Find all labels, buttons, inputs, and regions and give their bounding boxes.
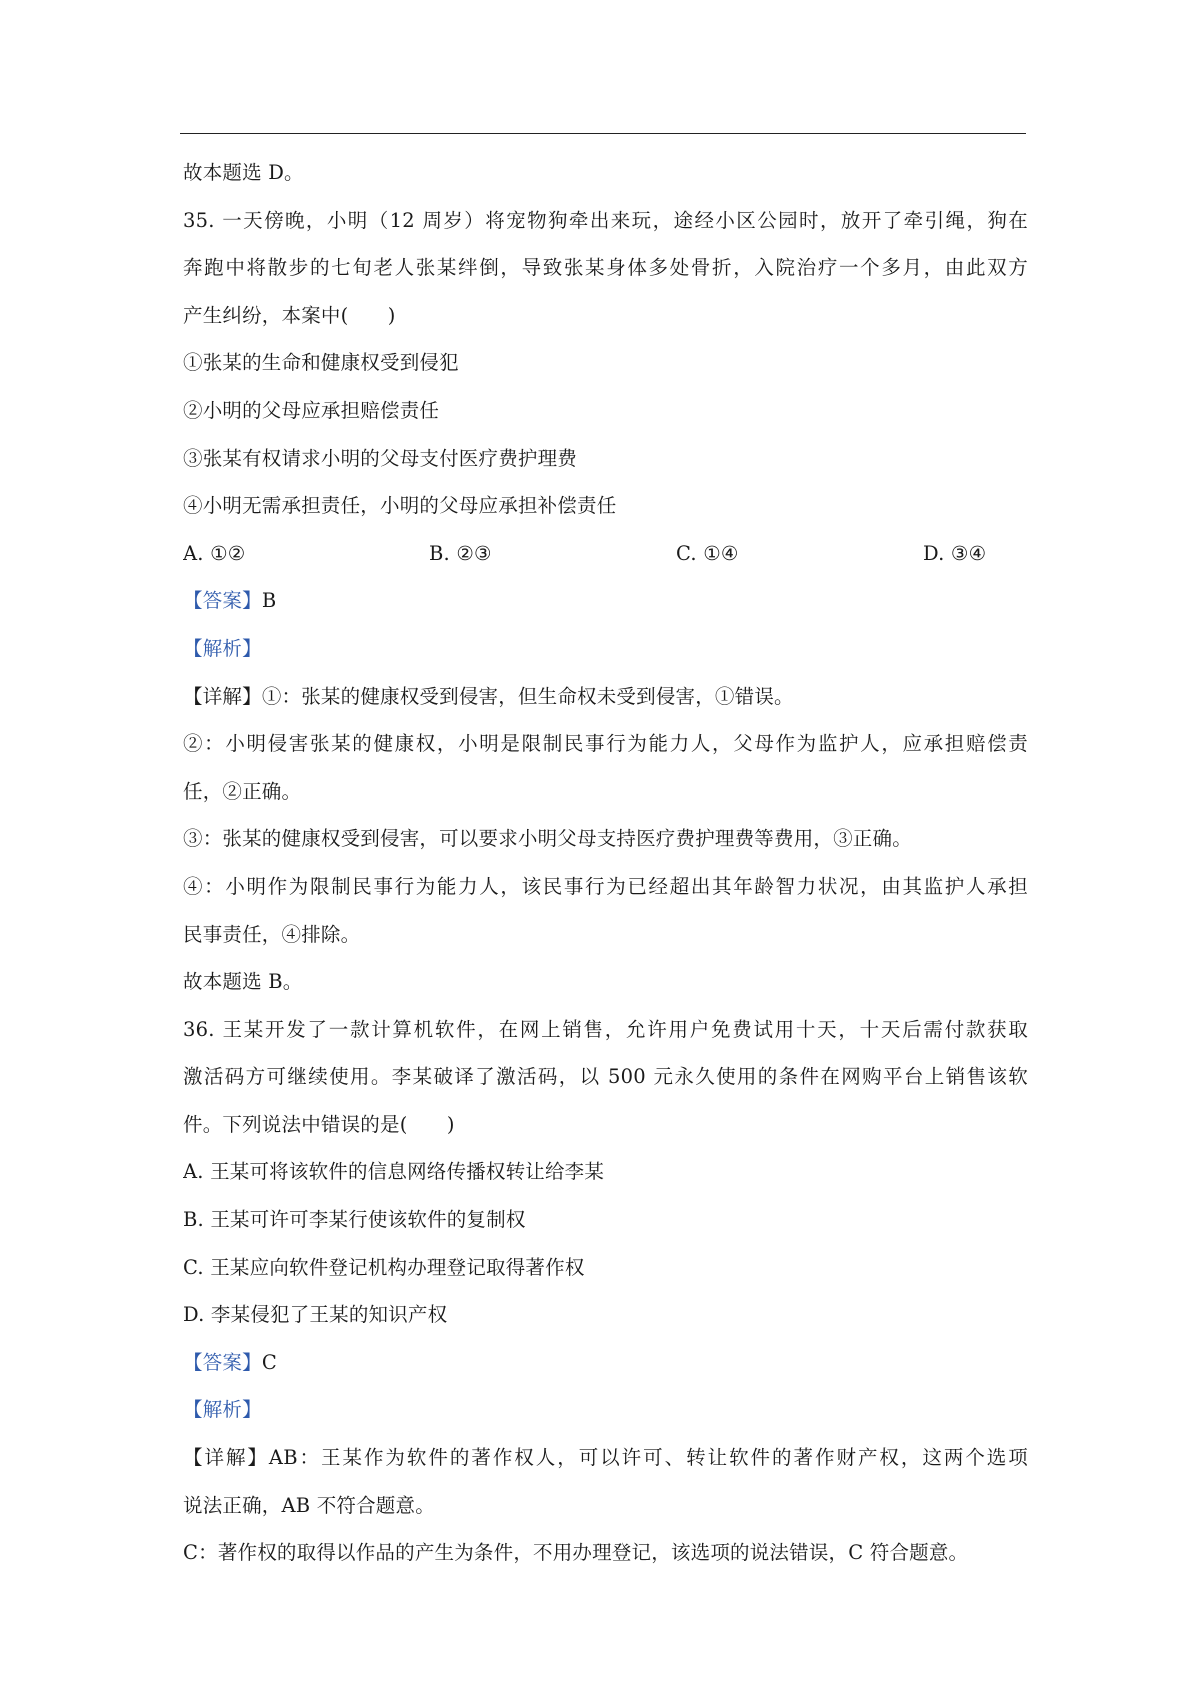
q36-detail-2: C：著作权的取得以作品的产生为条件，不用办理登记，该选项的说法错误，C 符合题意。 (183, 1541, 969, 1565)
q36-detail-1a (183, 1434, 1028, 1482)
q36-answer (183, 1339, 1028, 1387)
q35-detail-1 (183, 673, 1028, 721)
q35-statement-3: ③张某有权请求小明的父母支付医疗费护理费 (183, 446, 578, 470)
q35-options (183, 530, 1028, 578)
q35-stem-line-1: 35. 一天傍晚，小明（12 周岁）将宠物狗牵出来玩，途经小区公园时，放开了牵引绳，狗在 (183, 208, 1028, 232)
q35-statement-4: ④小明无需承担责任，小明的父母应承担补偿责任 (183, 494, 617, 518)
q35-statement-1: ①张某的生命和健康权受到侵犯 (183, 351, 459, 375)
q36-stem-line-1: 36. 王某开发了一款计算机软件，在网上销售，允许用户免费试用十天，十天后需付款获取 (183, 1017, 1028, 1041)
q36-option-c: C. 王某应向软件登记机构办理登记取得著作权 (183, 1255, 585, 1279)
answer-value: B (261, 589, 277, 613)
document-body (183, 149, 1028, 1577)
answer-value: C (261, 1350, 277, 1374)
answer-tag: 【答案】 (183, 589, 262, 613)
q35-detail-2b: 任，②正确。 (183, 779, 302, 803)
answer-tag: 【答案】 (183, 1350, 262, 1374)
q36-stem-line-2: 激活码方可继续使用。李某破译了激活码，以 500 元永久使用的条件在网购平台上销售该软 (183, 1065, 1028, 1089)
detail-text: AB：王某作为软件的著作权人，可以许可、转让软件的著作财产权，这两个选项 (268, 1446, 1028, 1470)
q36-detail-1b: 说法正确，AB 不符合题意。 (183, 1493, 435, 1517)
q35-answer (183, 577, 1028, 625)
q35-analysis-tag: 【解析】 (183, 636, 262, 660)
q35-detail-4b: 民事责任，④排除。 (183, 922, 361, 946)
q36-option-d: D. 李某侵犯了王某的知识产权 (183, 1303, 448, 1327)
detail-tag: 【详解】 (183, 1446, 269, 1470)
q36-option-b: B. 王某可许可李某行使该软件的复制权 (183, 1208, 526, 1232)
question-35 (183, 197, 1028, 1006)
q35-detail-4a: ④：小明作为限制民事行为能力人，该民事行为已经超出其年龄智力状况，由其监护人承担 (183, 874, 1028, 898)
q35-option-b: B. ②③ (429, 541, 492, 565)
detail-text: ①：张某的健康权受到侵害，但生命权未受到侵害，①错误。 (261, 684, 794, 708)
q35-detail-3: ③：张某的健康权受到侵害，可以要求小明父母支持医疗费护理费等费用，③正确。 (183, 827, 912, 851)
header-rule (180, 133, 1026, 134)
q35-stem-line-2: 奔跑中将散步的七旬老人张某绊倒，导致张某身体多处骨折，入院治疗一个多月，由此双方 (183, 256, 1028, 280)
q35-statement-2: ②小明的父母应承担赔偿责任 (183, 398, 440, 422)
q35-option-d: D. ③④ (923, 541, 987, 565)
q35-option-a: A. ①② (183, 541, 246, 565)
q36-stem-line-3: 件。下列说法中错误的是( ) (183, 1112, 455, 1136)
q35-detail-2a: ②：小明侵害张某的健康权，小明是限制民事行为能力人，父母作为监护人，应承担赔偿责 (183, 732, 1028, 756)
q36-analysis-tag: 【解析】 (183, 1398, 262, 1422)
detail-tag: 【详解】 (183, 684, 262, 708)
q35-option-c: C. ①④ (676, 541, 739, 565)
conclusion-q34: 故本题选 D。 (183, 161, 304, 184)
q35-stem-line-3: 产生纠纷，本案中( ) (183, 303, 396, 327)
q36-option-a: A. 王某可将该软件的信息网络传播权转让给李某 (183, 1160, 605, 1184)
q35-conclusion: 故本题选 B。 (183, 970, 303, 994)
question-36 (183, 1006, 1028, 1577)
